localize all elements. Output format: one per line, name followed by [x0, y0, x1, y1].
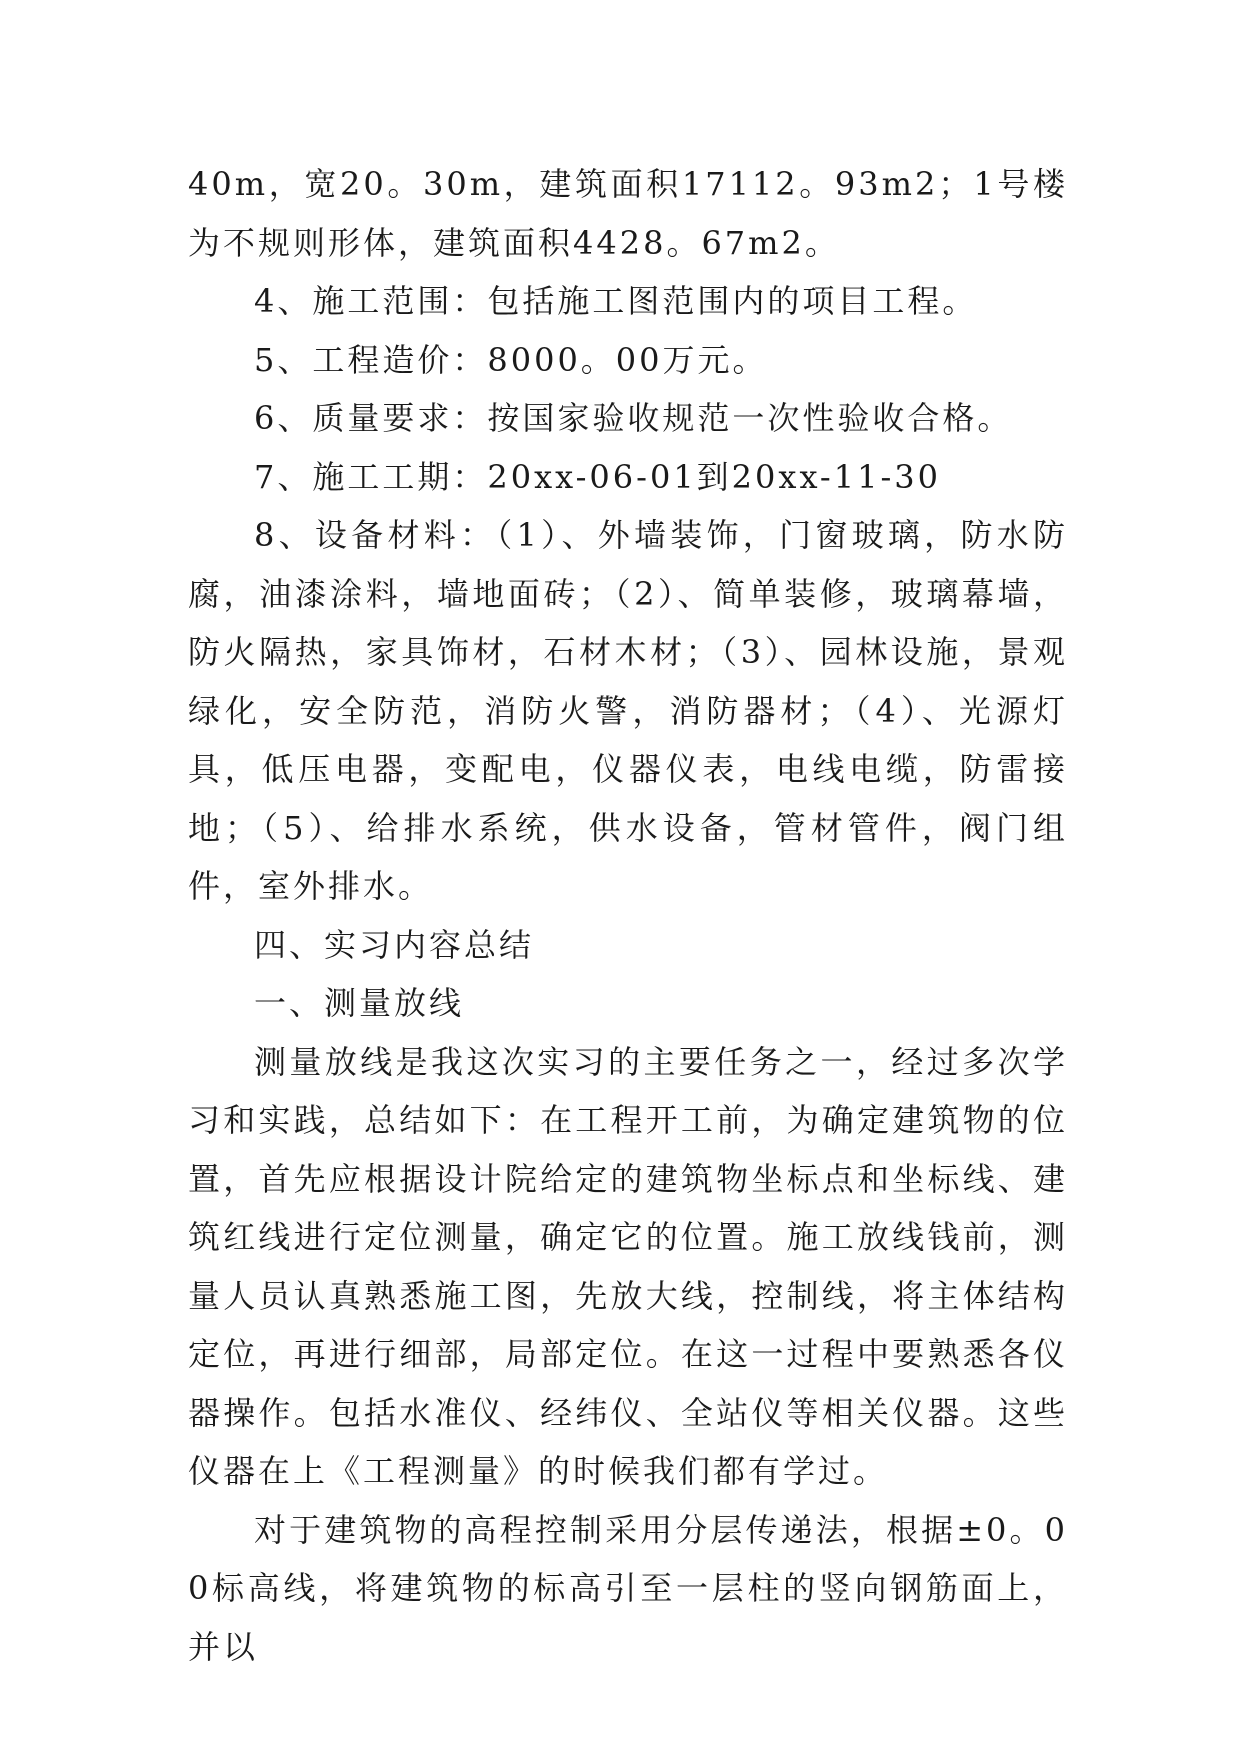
paragraph-building-area: 40m，宽20。30m，建筑面积17112。93m2；1号楼为不规则形体，建筑面积4428。67m2。 — [188, 165, 1068, 262]
paragraph-equipment-materials: 8、设备材料：（1）、外墙装饰，门窗玻璃，防水防腐，油漆涂料，墙地面砖；（2）、简单装修，玻璃幕墙，防火隔热，家具饰材，石材木材；（3）、园林设施，景观绿化，安全防范，消防火警，消防器材；（4）、光源灯具，低压电器，变配电，仪器仪表，电线电缆，防雷接地；（5）、给排水系统，供水设备，管材管件，阀门组件，室外排水。 — [188, 516, 1068, 905]
paragraph-elevation-control: 对于建筑物的高程控制采用分层传递法，根据±0。00标高线，将建筑物的标高引至一层柱的竖向钢筋面上，并以 — [188, 1510, 1068, 1666]
paragraph-quality-requirement: 6、质量要求：按国家验收规范一次性验收合格。 — [254, 399, 1013, 437]
paragraph-construction-scope: 4、施工范围：包括施工图范围内的项目工程。 — [254, 282, 978, 320]
paragraph-construction-period: 7、施工工期：20xx-06-01到20xx-11-30 — [254, 457, 941, 496]
paragraph-project-cost: 5、工程造价：8000。00万元。 — [254, 340, 768, 379]
paragraph-survey-layout: 测量放线是我这次实习的主要任务之一，经过多次学习和实践，总结如下：在工程开工前，为确定建筑物的位置，首先应根据设计院给定的建筑物坐标点和坐标线、建筑红线进行定位测量，确定它的位置。施工放线钱前，测量人员认真熟悉施工图，先放大线，控制线，将主体结构定位，再进行细部，局部定位。在这一过程中要熟悉各仪器操作。包括水准仪、经纬仪、全站仪等相关仪器。这些仪器在上《工程测量》的时候我们都有学过。 — [188, 1042, 1068, 1490]
document-body — [188, 155, 1068, 1676]
subsection-heading-survey-layout: 一、测量放线 — [254, 984, 465, 1022]
section-heading-internship-summary: 四、实习内容总结 — [254, 925, 535, 964]
